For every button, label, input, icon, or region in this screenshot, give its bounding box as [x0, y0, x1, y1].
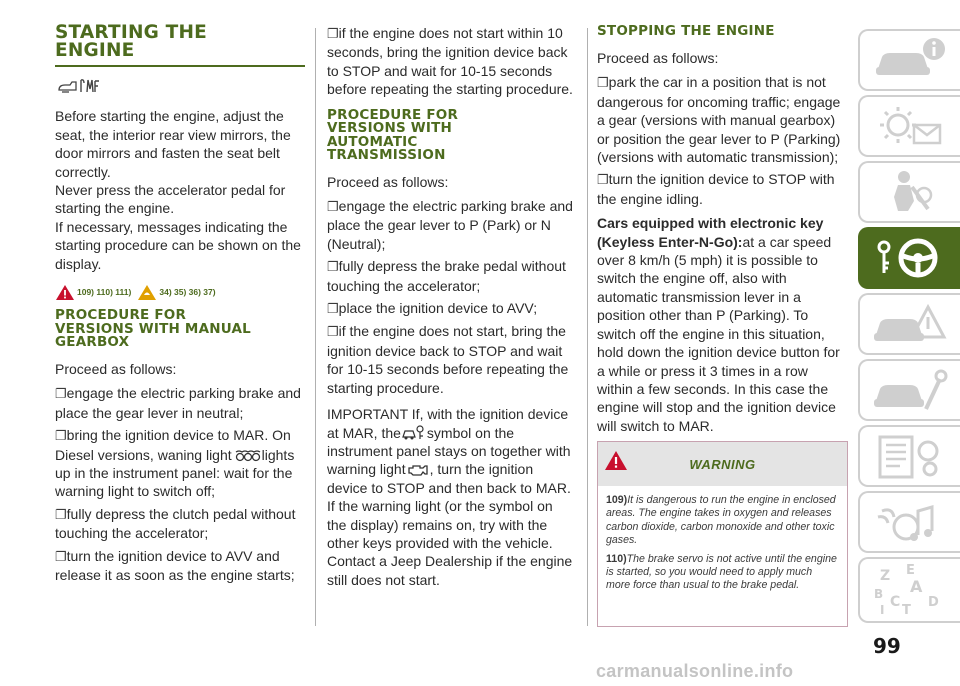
tab-starting-driving[interactable] [858, 227, 960, 289]
square-bullet-icon: ❐ [55, 386, 67, 402]
heading-line: TRANSMISSION [327, 147, 446, 164]
list-item-text: bring the ignition device to MAR. On Diesel versions, waning light [55, 427, 291, 463]
list-item [327, 299, 575, 318]
index-icon [870, 562, 950, 618]
immobilizer-car-key-icon [401, 425, 427, 441]
square-bullet-icon: ❐ [327, 301, 339, 317]
tab-car-info[interactable] [858, 29, 960, 91]
keyless-heading: Cars equipped with electronic key (Keyless Enter-N-Go): [597, 215, 824, 250]
square-bullet-icon: ❐ [55, 506, 67, 522]
list-item-text: fully depress the clutch pedal without touching the accelerator; [55, 505, 296, 542]
title-rule [55, 65, 305, 67]
section-heading-stopping: STOPPING THE ENGINE [597, 23, 775, 39]
list-item-text: lights up in the instrument panel: wait for the warning light to switch off; [55, 446, 295, 500]
maintenance-icon [870, 365, 950, 415]
list-item-text: if the engine does not start, bring the ignition device back to STOP and wait for 10-15 seconds before repeating the starting procedure. [327, 323, 569, 396]
technical-data-icon [870, 431, 950, 481]
list-item-text: if the engine does not start within 10 seconds, bring the ignition device back to STOP and wait for 10-15 seconds before repeating the starting procedure. [327, 25, 573, 98]
list-item [327, 24, 575, 99]
multimedia-icon [870, 497, 950, 547]
index-letter: Z [880, 568, 891, 584]
index-letter: A [910, 577, 923, 596]
glow-plug-icon [232, 449, 262, 463]
square-bullet-icon: ❐ [327, 324, 339, 340]
list-item [55, 547, 305, 585]
warning-item [606, 553, 839, 593]
warning-title: WARNING [689, 456, 756, 472]
list-item-text: turn the ignition device to AVV and release it as soon as the engine starts; [55, 547, 295, 584]
index-letter: C [890, 594, 901, 610]
caution-triangle-icon [137, 284, 157, 301]
list-item-text: engage the electric parking brake and place the gear lever in neutral; [55, 385, 301, 421]
warning-box-header [598, 442, 847, 486]
square-bullet-icon: ❐ [327, 26, 339, 41]
warning-references[interactable]: 109) 110) 111) [77, 287, 132, 298]
list-item [327, 197, 575, 253]
steering-key-icon [870, 233, 950, 283]
index-letter: I [880, 603, 885, 617]
list-item-text: engage the electric parking brake and place the gear lever to P (Park) or N (Neutral); [327, 198, 573, 252]
list-item [597, 170, 847, 208]
column-divider [315, 28, 316, 626]
page-title [55, 24, 305, 60]
list-item [55, 384, 305, 422]
important-text: IMPORTANT If, with the ignition device at MAR, the [327, 406, 569, 441]
heading-line: VERSIONS WITH [327, 120, 453, 137]
square-bullet-icon: ❐ [597, 75, 609, 91]
page-number: 99 [873, 634, 901, 658]
proceed-text: Proceed as follows: [327, 173, 449, 190]
column-divider [587, 28, 588, 626]
list-item-text: place the ignition device to AVV; [338, 300, 538, 317]
diesel-petrol-icon [57, 77, 305, 99]
tab-maintenance[interactable] [858, 359, 960, 421]
intro-paragraph-2: Never press the accelerator pedal for starting the engine. [55, 182, 286, 217]
list-item-text: turn the ignition device to STOP with the engine idling. [597, 171, 835, 207]
engine-check-icon [406, 463, 430, 477]
list-item [55, 505, 305, 543]
index-letter: E [906, 563, 915, 578]
index-letter: D [928, 595, 939, 610]
proceed-text: Proceed as follows: [55, 360, 177, 377]
list-item-text: fully depress the brake pedal without touching the accelerator; [327, 258, 566, 294]
index-letter: T [902, 603, 911, 618]
title-line-1: STARTING THE [55, 22, 207, 43]
tab-dashboard-lights[interactable] [858, 95, 960, 157]
list-item [327, 322, 575, 397]
title-line-2: ENGINE [55, 40, 135, 61]
list-item [55, 426, 305, 501]
square-bullet-icon: ❐ [327, 199, 339, 215]
chapter-tabs [858, 29, 960, 627]
warning-item [606, 494, 839, 548]
intro-paragraph-3: If necessary, messages indicating the starting procedure can be shown on the display. [55, 218, 301, 272]
warning-triangle-icon [55, 284, 75, 301]
heading-line: GEARBOX [55, 334, 130, 351]
warning-box-body [598, 486, 847, 606]
warning-triangle-icon [604, 450, 628, 471]
keyless-text: at a car speed over 8 km/h (5 mph) it is possible to switch the engine off, also with automatic transmission lever in a position other than P (Parking). To switch off the engine in this situation, hold down the ignition device button for a while or press it 3 times in a row within a few seconds. In this case the engine will stop and the ignition device will switch to MAR. [597, 233, 840, 434]
square-bullet-icon: ❐ [597, 172, 609, 188]
heading-line: AUTOMATIC [327, 133, 418, 150]
tab-technical-data[interactable] [858, 425, 960, 487]
important-note [327, 405, 575, 589]
warning-box [597, 441, 848, 627]
index-letter: B [874, 587, 884, 601]
column-1 [55, 24, 305, 588]
caution-references[interactable]: 34) 35) 36) 37) [159, 287, 216, 298]
emergency-icon [870, 299, 950, 349]
tab-safety[interactable] [858, 161, 960, 223]
proceed-text: Proceed as follows: [597, 50, 719, 66]
warning-text: It is dangerous to run the engine in enclosed areas. The engine takes in oxygen and releases carbon dioxide, carbon monoxide and other toxic gases. [606, 494, 836, 547]
square-bullet-icon: ❐ [55, 428, 67, 444]
tab-emergency[interactable] [858, 293, 960, 355]
airbag-safety-icon [870, 167, 950, 217]
section-heading-manual [55, 309, 305, 350]
tab-multimedia[interactable] [858, 491, 960, 553]
section-heading-automatic [327, 106, 575, 164]
list-item-text: park the car in a position that is not dangerous for oncoming traffic; engage a gear (versions with manual gearbox) or position the gear lever to P (Parking) (versions with automatic transmission); [597, 74, 841, 166]
list-item [597, 73, 847, 166]
car-info-icon [870, 35, 950, 85]
warning-number: 110) [606, 552, 627, 565]
column-2 [327, 24, 575, 589]
intro-paragraph-1: Before starting the engine, adjust the seat, the interior rear view mirrors, the door mirrors and fasten the seat belt correctly. [55, 108, 291, 180]
heading-line: PROCEDURE FOR [55, 307, 187, 324]
heading-line: VERSIONS WITH MANUAL [55, 320, 251, 337]
watermark: carmanualsonline.info [596, 661, 794, 681]
column-3 [597, 24, 847, 435]
keyless-paragraph [597, 214, 847, 435]
dashboard-lights-icon [870, 101, 950, 151]
important-text: symbol on the instrument panel stays on together with warning light [327, 424, 571, 478]
list-item [327, 257, 575, 295]
reference-row [55, 283, 305, 301]
warning-text: The brake servo is not active until the engine is started, so you would need to apply much more force than usual to the brake pedal. [606, 552, 837, 592]
square-bullet-icon: ❐ [55, 548, 67, 564]
square-bullet-icon: ❐ [327, 259, 339, 275]
tab-index[interactable] [858, 557, 960, 623]
important-text: , turn the ignition device to STOP and then back to MAR. If the warning light (or the symbol on the display) remains on, try with the other keys provided with the vehicle. Contact a Jeep Dealership if the engine still does not start. [327, 461, 573, 588]
heading-line: PROCEDURE FOR [327, 106, 459, 123]
warning-number: 109) [606, 494, 628, 506]
